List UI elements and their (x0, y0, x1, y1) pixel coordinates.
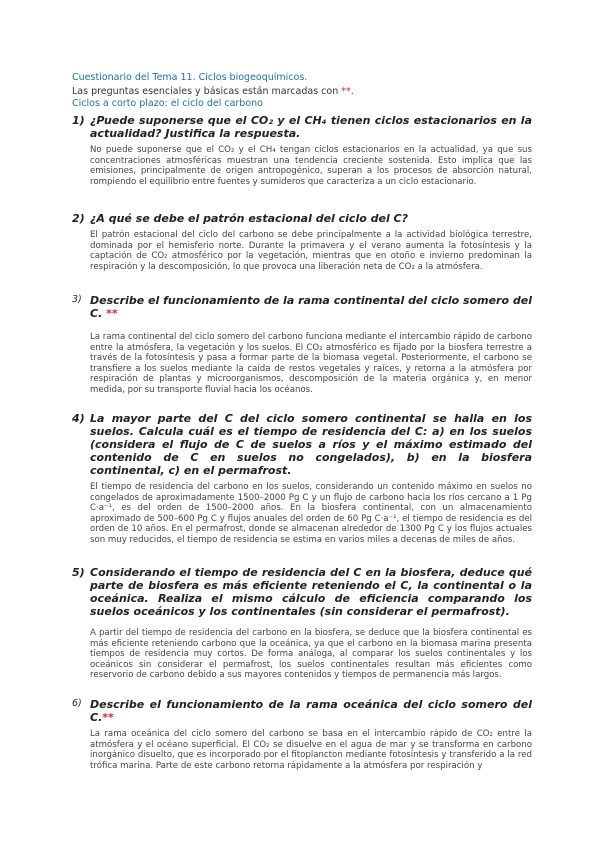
question-text (90, 566, 532, 618)
answer-text: La rama continental del ciclo somero del carbono funciona mediante el intercambio rápido de carbono entre la atmósfera, la vegetación y los suelos. El CO₂ atmosférico es fijado por la biosfera terrestre a través de la fotosíntesis y pasa a formar parte de la biomasa vegetal. Posteriormente, el carbono se transfiere a los suelos mediante la caída de restos vegetales y raíces, y retorna a la atmósfera por respiración de plantas y microorganismos, descomposición de la materia orgánica y, en menor medida, por su transporte fluvial hacia los océanos. (90, 332, 532, 395)
question-2 (72, 212, 532, 272)
question-6 (72, 698, 532, 771)
question-text-body: Considerando el tiempo de residencia del C en la biosfera, deduce qué parte de biosfera es más eficiente reteniendo el C, la continental o la oceánica. Realiza el mismo cálculo de eficiencia comparando los suelos oceánicos y los continentales (sin considerar el permafrost). (90, 566, 532, 618)
question-text-body: Describe el funcionamiento de la rama continental del ciclo somero del C. (90, 294, 532, 320)
question-text-body: ¿Puede suponerse que el CO₂ y el CH₄ tienen ciclos estacionarios en la actualidad? Justifica la respuesta. (90, 114, 532, 140)
essential-note (72, 86, 532, 98)
question-4 (72, 412, 532, 545)
question-text-body: La mayor parte del C del ciclo somero continental se halla en los suelos. Calcula cuál es el tiempo de residencia del C: a) en los suelos (considera el flujo de C de suelos a ríos y el máximo estimado del contenido de C en suelos no congelados), b) en la biosfera continental, c) en el permafrost. (90, 412, 532, 477)
essential-note-end: . (350, 86, 354, 97)
question-3 (72, 294, 532, 395)
answer-text: A partir del tiempo de residencia del carbono en la biosfera, se deduce que la biosfera continental es más eficiente reteniendo carbono que la oceánica, ya que el carbono en la biomasa marina presenta tiempos de residencia muy cortos. De forma análoga, al comparar los suelos continentales y los oceánicos sin considerar el permafrost, los suelos continentales resultan más eficientes como reservorio de carbono debido a sus mayores contenidos y tiempos de permanencia más largos. (90, 628, 532, 680)
question-number: 3) (72, 294, 82, 305)
essential-note-stars: ** (341, 86, 351, 97)
question-text (90, 698, 532, 724)
question-number: 5) (72, 566, 85, 579)
question-text (90, 212, 532, 225)
question-5 (72, 566, 532, 681)
question-number: 4) (72, 412, 85, 425)
essential-stars: ** (106, 307, 118, 320)
essential-note-text: Las preguntas esenciales y básicas están marcadas con (72, 86, 342, 97)
answer-text: El tiempo de residencia del carbono en los suelos, considerando un contenido máximo en suelos no congelados de aproximadamente 1500–2000 Pg C y un flujo de carbono hacia los ríos cercano a 1 Pg C·a⁻¹, es del orden de 1500–2000 años. En la biosfera continental, con un almacenamiento aproximado de 500–600 Pg C y flujos anuales del orden de 60 Pg C·a⁻¹, el tiempo de residencia es del orden de 10 años. En el permafrost, donde se almacenan alrededor de 1300 Pg C y los flujos actuales son muy reducidos, el tiempo de residencia se estima en varios miles a decenas de miles de años. (90, 482, 532, 545)
question-text (90, 412, 532, 477)
question-1 (72, 114, 532, 187)
question-text (90, 294, 532, 320)
answer-text: No puede suponerse que el CO₂ y el CH₄ tengan ciclos estacionarios en la actualidad, ya que sus concentraciones atmosféricas muestran una tendencia creciente sostenida. Esto implica que las emisiones, principalmente de origen antropogénico, superan a los procesos de absorción natural, rompiendo el equilibrio entre fuentes y sumideros que caracteriza a un ciclo estacionario. (90, 145, 532, 187)
essential-stars: ** (102, 711, 114, 724)
answer-text: El patrón estacional del ciclo del carbono se debe principalmente a la actividad biológica terrestre, dominada por el hemisferio norte. Durante la primavera y el verano aumenta la fotosíntesis y la captación de CO₂ atmosférico por la vegetación, mientras que en otoño e invierno predominan la respiración y la descomposición, lo que provoca una liberación neta de CO₂ a la atmósfera. (90, 230, 532, 272)
document-title: Cuestionario del Tema 11. Ciclos biogeoquímicos. (72, 72, 308, 83)
answer-text: La rama oceánica del ciclo somero del carbono se basa en el intercambio rápido de CO₂ entre la atmósfera y el océano superficial. El CO₂ se disuelve en el agua de mar y se transforma en carbono inorgánico disuelto, que es incorporado por el fitoplancton mediante fotosíntesis y transferido a la red trófica marina. Parte de este carbono retorna rápidamente a la atmósfera por respiración y (90, 729, 532, 771)
question-text-body: Describe el funcionamiento de la rama oceánica del ciclo somero del C. (90, 698, 532, 724)
section-heading: Ciclos a corto plazo: el ciclo del carbono (72, 98, 263, 109)
question-text (90, 114, 532, 140)
question-number: 2) (72, 212, 85, 225)
question-number: 1) (72, 114, 85, 127)
question-number: 6) (72, 698, 82, 709)
question-text-body: ¿A qué se debe el patrón estacional del ciclo del C? (90, 212, 408, 225)
